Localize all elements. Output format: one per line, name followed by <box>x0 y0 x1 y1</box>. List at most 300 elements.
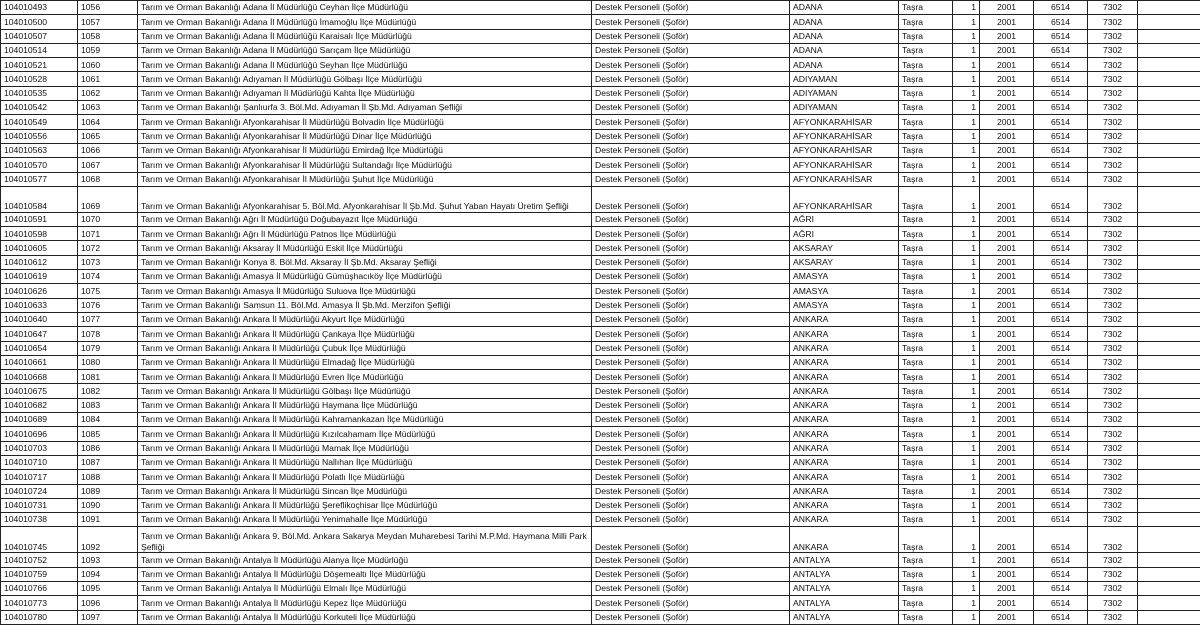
location-type-cell: Taşra <box>899 498 953 512</box>
quota-count-cell: 1 <box>953 72 980 86</box>
year-cell: 2001 <box>980 527 1034 553</box>
code-cell: 104010731 <box>1 498 78 512</box>
province-cell: AFYONKARAHİSAR <box>790 158 899 172</box>
province-cell: ANKARA <box>790 413 899 427</box>
code-cell: 104010647 <box>1 327 78 341</box>
province-cell: AMASYA <box>790 270 899 284</box>
province-cell: AĞRI <box>790 212 899 226</box>
quota-count-cell: 1 <box>953 398 980 412</box>
empty-cell <box>1138 312 1200 326</box>
reference-code-cell: 7302 <box>1088 58 1138 72</box>
quota-count-cell: 1 <box>953 129 980 143</box>
location-type-cell: Taşra <box>899 470 953 484</box>
code-cell: 104010668 <box>1 370 78 384</box>
table-row <box>1 327 1200 341</box>
institution-unit-cell: Tarım ve Orman Bakanlığı Adana İl Müdürlüğü Karaisalı İlçe Müdürlüğü <box>138 29 592 43</box>
code-cell: 104010598 <box>1 227 78 241</box>
reference-code-cell: 7302 <box>1088 29 1138 43</box>
quota-count-cell: 1 <box>953 513 980 527</box>
position-title-cell: Destek Personeli (Şoför) <box>592 513 790 527</box>
year-cell: 2001 <box>980 413 1034 427</box>
order-number-cell: 1074 <box>78 270 138 284</box>
order-number-cell: 1078 <box>78 327 138 341</box>
position-title-cell: Destek Personeli (Şoför) <box>592 341 790 355</box>
province-cell: ANKARA <box>790 513 899 527</box>
table-row <box>1 441 1200 455</box>
quota-count-cell: 1 <box>953 172 980 186</box>
law-number-cell: 6514 <box>1034 413 1088 427</box>
order-number-cell: 1096 <box>78 596 138 610</box>
code-cell: 104010724 <box>1 484 78 498</box>
law-number-cell: 6514 <box>1034 567 1088 581</box>
location-type-cell: Taşra <box>899 327 953 341</box>
code-cell: 104010556 <box>1 129 78 143</box>
order-number-cell: 1089 <box>78 484 138 498</box>
reference-code-cell: 7302 <box>1088 527 1138 553</box>
province-cell: ANTALYA <box>790 596 899 610</box>
empty-cell <box>1138 384 1200 398</box>
province-cell: ANKARA <box>790 455 899 469</box>
year-cell: 2001 <box>980 398 1034 412</box>
location-type-cell: Taşra <box>899 43 953 57</box>
code-cell: 104010577 <box>1 172 78 186</box>
institution-unit-cell: Tarım ve Orman Bakanlığı Adana İl Müdürlüğü Seyhan İlçe Müdürlüğü <box>138 58 592 72</box>
location-type-cell: Taşra <box>899 270 953 284</box>
position-title-cell: Destek Personeli (Şoför) <box>592 58 790 72</box>
law-number-cell: 6514 <box>1034 129 1088 143</box>
empty-cell <box>1138 527 1200 553</box>
code-cell: 104010745 <box>1 527 78 553</box>
law-number-cell: 6514 <box>1034 72 1088 86</box>
law-number-cell: 6514 <box>1034 43 1088 57</box>
empty-cell <box>1138 341 1200 355</box>
location-type-cell: Taşra <box>899 581 953 595</box>
institution-unit-cell: Tarım ve Orman Bakanlığı Ankara İl Müdürlüğü Çankaya İlçe Müdürlüğü <box>138 327 592 341</box>
order-number-cell: 1080 <box>78 355 138 369</box>
institution-unit-cell: Tarım ve Orman Bakanlığı Afyonkarahisar 5. Böl.Md. Afyonkarahisar İl Şb.Md. Şuhut Yaban Hayatı Üretim Şefliği <box>138 186 592 212</box>
location-type-cell: Taşra <box>899 427 953 441</box>
empty-cell <box>1138 72 1200 86</box>
code-cell: 104010633 <box>1 298 78 312</box>
reference-code-cell: 7302 <box>1088 596 1138 610</box>
quota-count-cell: 1 <box>953 470 980 484</box>
year-cell: 2001 <box>980 1 1034 15</box>
quota-count-cell: 1 <box>953 43 980 57</box>
law-number-cell: 6514 <box>1034 15 1088 29</box>
quota-count-cell: 1 <box>953 298 980 312</box>
location-type-cell: Taşra <box>899 413 953 427</box>
year-cell: 2001 <box>980 101 1034 115</box>
position-title-cell: Destek Personeli (Şoför) <box>592 212 790 226</box>
reference-code-cell: 7302 <box>1088 115 1138 129</box>
empty-cell <box>1138 1 1200 15</box>
order-number-cell: 1068 <box>78 172 138 186</box>
empty-cell <box>1138 413 1200 427</box>
table-row <box>1 255 1200 269</box>
year-cell: 2001 <box>980 255 1034 269</box>
position-title-cell: Destek Personeli (Şoför) <box>592 270 790 284</box>
empty-cell <box>1138 298 1200 312</box>
quota-count-cell: 1 <box>953 553 980 567</box>
law-number-cell: 6514 <box>1034 470 1088 484</box>
province-cell: ANKARA <box>790 327 899 341</box>
empty-cell <box>1138 355 1200 369</box>
order-number-cell: 1063 <box>78 101 138 115</box>
table-row <box>1 284 1200 298</box>
law-number-cell: 6514 <box>1034 227 1088 241</box>
year-cell: 2001 <box>980 227 1034 241</box>
location-type-cell: Taşra <box>899 441 953 455</box>
code-cell: 104010528 <box>1 72 78 86</box>
institution-unit-cell: Tarım ve Orman Bakanlığı Antalya İl Müdürlüğü Alanya İlçe Müdürlüğü <box>138 553 592 567</box>
code-cell: 104010766 <box>1 581 78 595</box>
province-cell: ANTALYA <box>790 553 899 567</box>
law-number-cell: 6514 <box>1034 596 1088 610</box>
table-row <box>1 581 1200 595</box>
law-number-cell: 6514 <box>1034 581 1088 595</box>
empty-cell <box>1138 29 1200 43</box>
empty-cell <box>1138 581 1200 595</box>
empty-cell <box>1138 101 1200 115</box>
year-cell: 2001 <box>980 186 1034 212</box>
law-number-cell: 6514 <box>1034 441 1088 455</box>
code-cell: 104010780 <box>1 610 78 624</box>
order-number-cell: 1086 <box>78 441 138 455</box>
location-type-cell: Taşra <box>899 186 953 212</box>
reference-code-cell: 7302 <box>1088 470 1138 484</box>
year-cell: 2001 <box>980 158 1034 172</box>
order-number-cell: 1081 <box>78 370 138 384</box>
quota-count-cell: 1 <box>953 455 980 469</box>
quota-count-cell: 1 <box>953 284 980 298</box>
law-number-cell: 6514 <box>1034 29 1088 43</box>
quota-count-cell: 1 <box>953 427 980 441</box>
position-title-cell: Destek Personeli (Şoför) <box>592 29 790 43</box>
province-cell: AFYONKARAHİSAR <box>790 186 899 212</box>
reference-code-cell: 7302 <box>1088 15 1138 29</box>
position-title-cell: Destek Personeli (Şoför) <box>592 527 790 553</box>
year-cell: 2001 <box>980 72 1034 86</box>
province-cell: ADIYAMAN <box>790 101 899 115</box>
province-cell: AFYONKARAHİSAR <box>790 129 899 143</box>
law-number-cell: 6514 <box>1034 341 1088 355</box>
table-row <box>1 398 1200 412</box>
year-cell: 2001 <box>980 284 1034 298</box>
institution-unit-cell: Tarım ve Orman Bakanlığı Ankara İl Müdürlüğü Kahramankazan İlçe Müdürlüğü <box>138 413 592 427</box>
empty-cell <box>1138 158 1200 172</box>
year-cell: 2001 <box>980 86 1034 100</box>
empty-cell <box>1138 270 1200 284</box>
order-number-cell: 1095 <box>78 581 138 595</box>
code-cell: 104010591 <box>1 212 78 226</box>
province-cell: ANKARA <box>790 355 899 369</box>
quota-count-cell: 1 <box>953 441 980 455</box>
year-cell: 2001 <box>980 610 1034 624</box>
position-title-cell: Destek Personeli (Şoför) <box>592 284 790 298</box>
table-row <box>1 567 1200 581</box>
code-cell: 104010619 <box>1 270 78 284</box>
code-cell: 104010661 <box>1 355 78 369</box>
empty-cell <box>1138 129 1200 143</box>
empty-cell <box>1138 567 1200 581</box>
reference-code-cell: 7302 <box>1088 455 1138 469</box>
order-number-cell: 1085 <box>78 427 138 441</box>
reference-code-cell: 7302 <box>1088 143 1138 157</box>
location-type-cell: Taşra <box>899 610 953 624</box>
table-row <box>1 1 1200 15</box>
position-title-cell: Destek Personeli (Şoför) <box>592 470 790 484</box>
position-title-cell: Destek Personeli (Şoför) <box>592 186 790 212</box>
location-type-cell: Taşra <box>899 58 953 72</box>
empty-cell <box>1138 498 1200 512</box>
institution-unit-cell: Tarım ve Orman Bakanlığı Ankara İl Müdürlüğü Çubuk İlçe Müdürlüğü <box>138 341 592 355</box>
law-number-cell: 6514 <box>1034 455 1088 469</box>
table-row <box>1 484 1200 498</box>
table-row <box>1 143 1200 157</box>
order-number-cell: 1067 <box>78 158 138 172</box>
year-cell: 2001 <box>980 596 1034 610</box>
year-cell: 2001 <box>980 143 1034 157</box>
reference-code-cell: 7302 <box>1088 284 1138 298</box>
quota-count-cell: 1 <box>953 143 980 157</box>
table-row <box>1 298 1200 312</box>
quota-count-cell: 1 <box>953 355 980 369</box>
province-cell: AKSARAY <box>790 241 899 255</box>
order-number-cell: 1097 <box>78 610 138 624</box>
table-row <box>1 172 1200 186</box>
year-cell: 2001 <box>980 312 1034 326</box>
institution-unit-cell: Tarım ve Orman Bakanlığı Ankara İl Müdürlüğü Evren İlçe Müdürlüğü <box>138 370 592 384</box>
institution-unit-cell: Tarım ve Orman Bakanlığı Ağrı İl Müdürlüğü Doğubayazıt İlçe Müdürlüğü <box>138 212 592 226</box>
table-row <box>1 384 1200 398</box>
order-number-cell: 1066 <box>78 143 138 157</box>
law-number-cell: 6514 <box>1034 143 1088 157</box>
institution-unit-cell: Tarım ve Orman Bakanlığı Afyonkarahisar İl Müdürlüğü Şuhut İlçe Müdürlüğü <box>138 172 592 186</box>
table-row <box>1 129 1200 143</box>
reference-code-cell: 7302 <box>1088 413 1138 427</box>
reference-code-cell: 7302 <box>1088 581 1138 595</box>
code-cell: 104010696 <box>1 427 78 441</box>
province-cell: ADIYAMAN <box>790 72 899 86</box>
institution-unit-cell: Tarım ve Orman Bakanlığı Aksaray İl Müdürlüğü Eskil İlçe Müdürlüğü <box>138 241 592 255</box>
code-cell: 104010752 <box>1 553 78 567</box>
location-type-cell: Taşra <box>899 158 953 172</box>
year-cell: 2001 <box>980 172 1034 186</box>
position-title-cell: Destek Personeli (Şoför) <box>592 143 790 157</box>
location-type-cell: Taşra <box>899 29 953 43</box>
location-type-cell: Taşra <box>899 227 953 241</box>
institution-unit-cell: Tarım ve Orman Bakanlığı Amasya İl Müdürlüğü Suluova İlçe Müdürlüğü <box>138 284 592 298</box>
position-title-cell: Destek Personeli (Şoför) <box>592 455 790 469</box>
position-title-cell: Destek Personeli (Şoför) <box>592 241 790 255</box>
quota-count-cell: 1 <box>953 115 980 129</box>
law-number-cell: 6514 <box>1034 355 1088 369</box>
institution-unit-cell: Tarım ve Orman Bakanlığı Ankara 9. Böl.Md. Ankara Sakarya Meydan Muharebesi Tarihi M.P.Md. Haymana Milli Park Şefliği <box>138 527 592 553</box>
position-title-cell: Destek Personeli (Şoför) <box>592 427 790 441</box>
code-cell: 104010626 <box>1 284 78 298</box>
order-number-cell: 1073 <box>78 255 138 269</box>
law-number-cell: 6514 <box>1034 115 1088 129</box>
law-number-cell: 6514 <box>1034 513 1088 527</box>
position-title-cell: Destek Personeli (Şoför) <box>592 255 790 269</box>
location-type-cell: Taşra <box>899 455 953 469</box>
order-number-cell: 1077 <box>78 312 138 326</box>
empty-cell <box>1138 596 1200 610</box>
table-row <box>1 513 1200 527</box>
location-type-cell: Taşra <box>899 312 953 326</box>
law-number-cell: 6514 <box>1034 284 1088 298</box>
table-row <box>1 527 1200 553</box>
empty-cell <box>1138 255 1200 269</box>
year-cell: 2001 <box>980 270 1034 284</box>
table-row <box>1 186 1200 212</box>
order-number-cell: 1093 <box>78 553 138 567</box>
reference-code-cell: 7302 <box>1088 610 1138 624</box>
code-cell: 104010612 <box>1 255 78 269</box>
reference-code-cell: 7302 <box>1088 498 1138 512</box>
location-type-cell: Taşra <box>899 513 953 527</box>
position-title-cell: Destek Personeli (Şoför) <box>592 327 790 341</box>
position-title-cell: Destek Personeli (Şoför) <box>592 86 790 100</box>
institution-unit-cell: Tarım ve Orman Bakanlığı Ankara İl Müdürlüğü Mamak İlçe Müdürlüğü <box>138 441 592 455</box>
empty-cell <box>1138 86 1200 100</box>
table-row <box>1 470 1200 484</box>
institution-unit-cell: Tarım ve Orman Bakanlığı Şanlıurfa 3. Böl.Md. Adıyaman İl Şb.Md. Adıyaman Şefliği <box>138 101 592 115</box>
location-type-cell: Taşra <box>899 384 953 398</box>
code-cell: 104010654 <box>1 341 78 355</box>
institution-unit-cell: Tarım ve Orman Bakanlığı Adıyaman İl Müdürlüğü Kahta İlçe Müdürlüğü <box>138 86 592 100</box>
reference-code-cell: 7302 <box>1088 186 1138 212</box>
year-cell: 2001 <box>980 129 1034 143</box>
reference-code-cell: 7302 <box>1088 158 1138 172</box>
institution-unit-cell: Tarım ve Orman Bakanlığı Antalya İl Müdürlüğü Kepez İlçe Müdürlüğü <box>138 596 592 610</box>
table-row <box>1 553 1200 567</box>
table-row <box>1 270 1200 284</box>
law-number-cell: 6514 <box>1034 241 1088 255</box>
order-number-cell: 1072 <box>78 241 138 255</box>
empty-cell <box>1138 212 1200 226</box>
reference-code-cell: 7302 <box>1088 270 1138 284</box>
reference-code-cell: 7302 <box>1088 427 1138 441</box>
quota-count-cell: 1 <box>953 158 980 172</box>
province-cell: ADIYAMAN <box>790 86 899 100</box>
code-cell: 104010710 <box>1 455 78 469</box>
empty-cell <box>1138 58 1200 72</box>
code-cell: 104010521 <box>1 58 78 72</box>
order-number-cell: 1075 <box>78 284 138 298</box>
reference-code-cell: 7302 <box>1088 441 1138 455</box>
institution-unit-cell: Tarım ve Orman Bakanlığı Ankara İl Müdürlüğü Haymana İlçe Müdürlüğü <box>138 398 592 412</box>
quota-count-cell: 1 <box>953 484 980 498</box>
institution-unit-cell: Tarım ve Orman Bakanlığı Adana İl Müdürlüğü İmamoğlu İlçe Müdürlüğü <box>138 15 592 29</box>
year-cell: 2001 <box>980 370 1034 384</box>
reference-code-cell: 7302 <box>1088 241 1138 255</box>
table-row <box>1 101 1200 115</box>
position-title-cell: Destek Personeli (Şoför) <box>592 581 790 595</box>
location-type-cell: Taşra <box>899 355 953 369</box>
year-cell: 2001 <box>980 441 1034 455</box>
institution-unit-cell: Tarım ve Orman Bakanlığı Afyonkarahisar İl Müdürlüğü Emirdağ İlçe Müdürlüğü <box>138 143 592 157</box>
province-cell: ANKARA <box>790 484 899 498</box>
code-cell: 104010570 <box>1 158 78 172</box>
location-type-cell: Taşra <box>899 596 953 610</box>
year-cell: 2001 <box>980 58 1034 72</box>
location-type-cell: Taşra <box>899 567 953 581</box>
reference-code-cell: 7302 <box>1088 298 1138 312</box>
location-type-cell: Taşra <box>899 72 953 86</box>
reference-code-cell: 7302 <box>1088 327 1138 341</box>
code-cell: 104010605 <box>1 241 78 255</box>
institution-unit-cell: Tarım ve Orman Bakanlığı Ankara İl Müdürlüğü Kızılcahamam İlçe Müdürlüğü <box>138 427 592 441</box>
province-cell: ANKARA <box>790 441 899 455</box>
province-cell: ANKARA <box>790 470 899 484</box>
province-cell: ANKARA <box>790 498 899 512</box>
code-cell: 104010682 <box>1 398 78 412</box>
order-number-cell: 1082 <box>78 384 138 398</box>
position-title-cell: Destek Personeli (Şoför) <box>592 298 790 312</box>
code-cell: 104010717 <box>1 470 78 484</box>
quota-count-cell: 1 <box>953 341 980 355</box>
empty-cell <box>1138 241 1200 255</box>
reference-code-cell: 7302 <box>1088 43 1138 57</box>
institution-unit-cell: Tarım ve Orman Bakanlığı Afyonkarahisar İl Müdürlüğü Sultandağı İlçe Müdürlüğü <box>138 158 592 172</box>
table-row <box>1 596 1200 610</box>
year-cell: 2001 <box>980 212 1034 226</box>
quota-count-cell: 1 <box>953 29 980 43</box>
quota-count-cell: 1 <box>953 581 980 595</box>
code-cell: 104010549 <box>1 115 78 129</box>
province-cell: ANKARA <box>790 427 899 441</box>
empty-cell <box>1138 398 1200 412</box>
quota-count-cell: 1 <box>953 1 980 15</box>
table-row <box>1 455 1200 469</box>
quota-count-cell: 1 <box>953 384 980 398</box>
position-title-cell: Destek Personeli (Şoför) <box>592 553 790 567</box>
location-type-cell: Taşra <box>899 484 953 498</box>
order-number-cell: 1084 <box>78 413 138 427</box>
year-cell: 2001 <box>980 355 1034 369</box>
empty-cell <box>1138 327 1200 341</box>
order-number-cell: 1060 <box>78 58 138 72</box>
empty-cell <box>1138 370 1200 384</box>
law-number-cell: 6514 <box>1034 212 1088 226</box>
location-type-cell: Taşra <box>899 255 953 269</box>
law-number-cell: 6514 <box>1034 312 1088 326</box>
position-title-cell: Destek Personeli (Şoför) <box>592 101 790 115</box>
reference-code-cell: 7302 <box>1088 86 1138 100</box>
institution-unit-cell: Tarım ve Orman Bakanlığı Ankara İl Müdürlüğü Polatlı İlçe Müdürlüğü <box>138 470 592 484</box>
position-title-cell: Destek Personeli (Şoför) <box>592 355 790 369</box>
position-title-cell: Destek Personeli (Şoför) <box>592 227 790 241</box>
law-number-cell: 6514 <box>1034 86 1088 100</box>
position-title-cell: Destek Personeli (Şoför) <box>592 15 790 29</box>
location-type-cell: Taşra <box>899 143 953 157</box>
law-number-cell: 6514 <box>1034 327 1088 341</box>
institution-unit-cell: Tarım ve Orman Bakanlığı Antalya İl Müdürlüğü Korkuteli İlçe Müdürlüğü <box>138 610 592 624</box>
order-number-cell: 1092 <box>78 527 138 553</box>
order-number-cell: 1057 <box>78 15 138 29</box>
province-cell: ADANA <box>790 1 899 15</box>
province-cell: ADANA <box>790 43 899 57</box>
table-row <box>1 413 1200 427</box>
order-number-cell: 1064 <box>78 115 138 129</box>
reference-code-cell: 7302 <box>1088 255 1138 269</box>
position-title-cell: Destek Personeli (Şoför) <box>592 441 790 455</box>
location-type-cell: Taşra <box>899 241 953 255</box>
year-cell: 2001 <box>980 513 1034 527</box>
institution-unit-cell: Tarım ve Orman Bakanlığı Adana İl Müdürlüğü Sarıçam İlçe Müdürlüğü <box>138 43 592 57</box>
law-number-cell: 6514 <box>1034 1 1088 15</box>
